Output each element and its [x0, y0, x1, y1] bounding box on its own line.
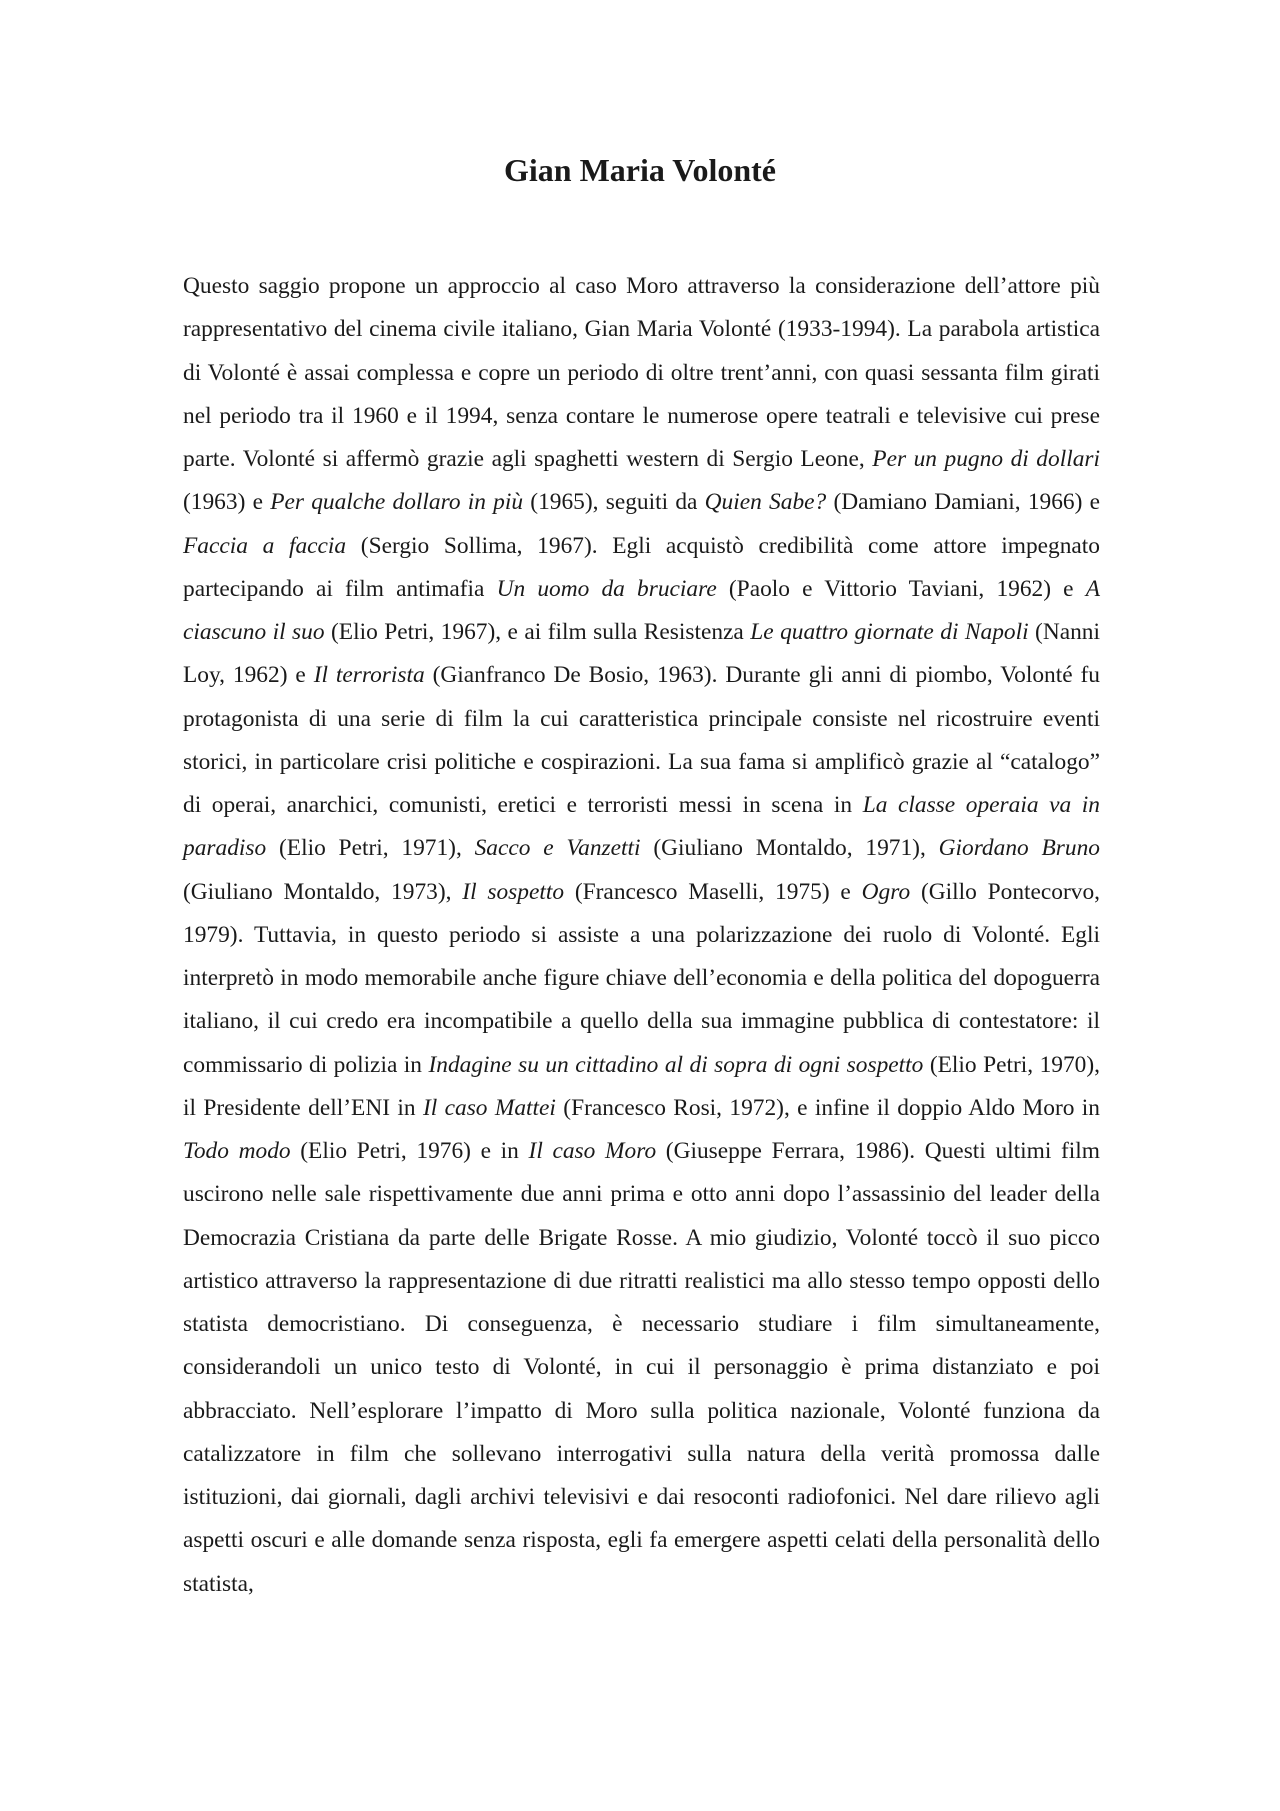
film-title-text: Il sospetto — [462, 878, 565, 905]
body-text-run: (Francesco Maselli, 1975) e — [564, 878, 862, 905]
body-text-run: (1963) e — [183, 489, 271, 516]
body-text-run: (Giuliano Montaldo, 1973), — [183, 878, 463, 905]
body-text-run: (Gianfranco De Bosio, 1963). Durante gli anni di piombo, Volonté fu protagonista di una serie di film la cui caratteristica principale consiste nel ricostruire eventi storici, in particolare crisi politiche e cospirazioni. La sua fama si amplificò grazie al “catalogo” di operai, anarchici, comunisti, eretici e terroristi messi in scena in — [183, 662, 1100, 818]
body-text-run: (Nanni Loy, 1962) e — [183, 619, 1100, 689]
film-title-text: Ogro — [861, 878, 911, 905]
film-title-text: Per qualche dollaro in più — [270, 489, 524, 516]
body-paragraph — [183, 265, 1100, 1606]
body-text-run: Questo saggio propone un approccio al caso Moro attraverso la considerazione dell’attore più rappresentativo del cinema civile italiano, Gian Maria Volonté (1933-1994). La parabola artistica di Volonté è assai complessa e copre un periodo di oltre trent’anni, con quasi sessanta film girati nel periodo tra il 1960 e il 1994, senza contare le numerose opere teatrali e televisive cui prese parte. Volonté si affermò grazie agli spaghetti western di Sergio Leone, — [183, 273, 1100, 472]
film-title-text: Le quattro giornate di Napoli — [750, 619, 1029, 645]
body-text-run: (1965), seguiti da — [523, 489, 705, 516]
film-title-text: Indagine su un cittadino al di sopra di ogni sospetto — [428, 1051, 924, 1078]
film-title-text: Per un pugno di dollari — [872, 446, 1100, 472]
body-text-run: (Gillo Pontecorvo, 1979). Tuttavia, in questo periodo si assiste a una polarizzazione dei ruolo di Volonté. Egli interpretò in modo memorabile anche figure chiave dell’economia e della politica del dopoguerra italiano, il cui credo era incompatibile a quello della sua immagine pubblica di contestatore: il commissario di polizia in — [183, 878, 1101, 1078]
body-text-run: (Elio Petri, 1976) e in — [290, 1138, 529, 1164]
body-text-run: (Elio Petri, 1970), il Presidente dell’ENI in — [183, 1051, 1100, 1121]
film-title-text: Todo modo — [183, 1138, 291, 1164]
body-text-run: (Elio Petri, 1967), e ai film sulla Resistenza — [324, 619, 751, 645]
body-text-run: (Elio Petri, 1971), — [266, 835, 475, 862]
body-text-run: (Damiano Damiani, 1966) e — [826, 489, 1101, 516]
film-title-text: Il caso Mattei — [422, 1094, 556, 1121]
body-text-run: (Paolo e Vittorio Taviani, 1962) e — [716, 575, 1086, 602]
body-text-run: (Giuliano Montaldo, 1971), — [640, 835, 939, 862]
film-title-text: Un uomo da bruciare — [496, 575, 717, 602]
film-title-text: Quien Sabe? — [704, 489, 827, 516]
body-text-run: (Sergio Sollima, 1967). Egli acquistò credibilità come attore impegnato partecipando ai film antimafia — [183, 532, 1100, 602]
body-text-run: (Giuseppe Ferrara, 1986). Questi ultimi film uscirono nelle sale rispettivamente due anni prima e otto anni dopo l’assassinio del leader della Democrazia Cristiana da parte delle Brigate Rosse. A mio giudizio, Volonté toccò il suo picco artistico attraverso la rappresentazione di due ritratti realistici ma allo stesso tempo opposti dello statista democristiano. Di conseguenza, è necessario studiare i film simultaneamente, considerandoli un unico testo di Volonté, in cui il personaggio è prima distanziato e poi abbracciato. Nell’esplorare l’impatto di Moro sulla politica nazionale, Volonté funziona da catalizzatore in film che sollevano interrogativi sulla natura della verità promossa dalle istituzioni, dai giornali, dagli archivi televisivi e dai resoconti radiofonici. Nel dare rilievo agli aspetti oscuri e alle domande senza risposta, egli fa emergere aspetti celati della personalità dello statista, — [183, 1138, 1100, 1597]
body-text-run: (Francesco Rosi, 1972), e infine il doppio Aldo Moro in — [555, 1094, 1100, 1121]
film-title-text: Giordano Bruno — [938, 835, 1100, 862]
film-title-text: La classe operaia va in paradiso — [183, 792, 1101, 862]
film-title-text: Faccia a faccia — [183, 532, 347, 559]
document-title: Gian Maria Volonté — [503, 152, 776, 188]
film-title-text: A ciascuno il suo — [183, 575, 1101, 645]
film-title-text: Sacco e Vanzetti — [474, 835, 641, 862]
film-title-text: Il terrorista — [313, 662, 425, 689]
film-title-text: Il caso Moro — [528, 1138, 657, 1164]
